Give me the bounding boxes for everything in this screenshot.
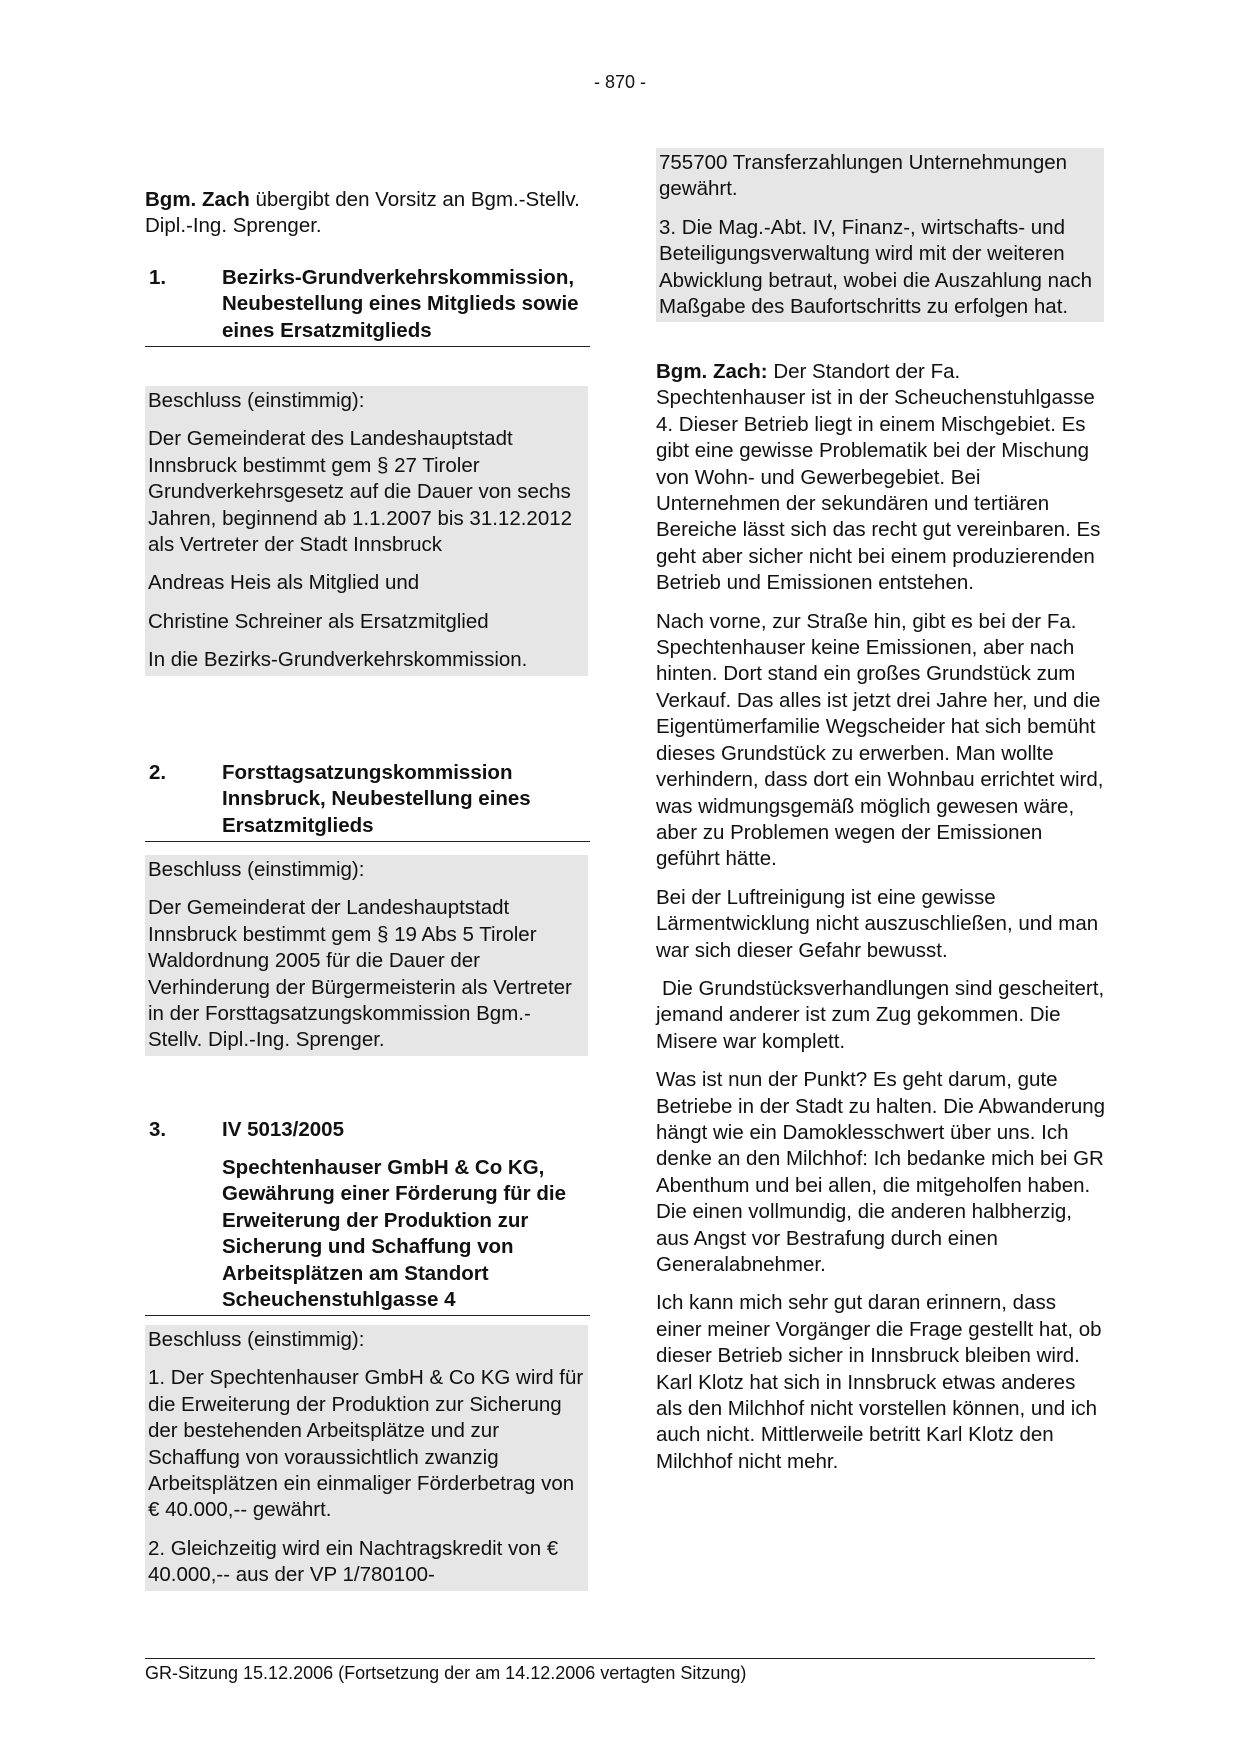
page-footer: GR-Sitzung 15.12.2006 (Fortsetzung der am 14.12.2006 vertagten Sitzung) [145,1658,1095,1684]
item3-paragraph: 1. Der Spechtenhauser GmbH & Co KG wird für die Erweiterung der Produktion zur Sicherung der bestehenden Arbeitsplätze und zur Schaffung von voraussichtlich zwanzig Arbeitsplätzen ein einmaliger Förderbetrag von € 40.000,-- gewährt. [148,1366,584,1522]
item2-resolution [145,855,588,1056]
resolution-paragraph: 755700 Transferzahlungen Unternehmungen gewährt. [659,151,1068,201]
item2-number: 2. [149,761,167,784]
item2-paragraph: Der Gemeinderat der Landeshauptstadt Innsbruck bestimmt gem § 19 Abs 5 Tiroler Waldordnung 2005 für die Dauer der Verhinderung der Bürgermeisterin als Vertreter in der Forsttagsatzungskommission Bgm.-Stellv. Dipl.-Ing. Sprenger. [148,896,572,1052]
speech-text: Der Standort der Fa. Spechtenhauser ist in der Scheuchenstuhlgasse 4. Dieser Betrieb liegt in einem Mischgebiet. Es gibt eine gewisse Problematik bei der Mischung von Wohn- und Gewerbegebiet. Bei Unternehmen der sekundären und tertiären Bereiche lässt sich das recht gut vereinbaren. Es geht aber sicher nicht bei einem produzierenden Betrieb und Emissionen entstehen. [656,360,1101,595]
speech-paragraph: Die Grundstücksverhandlungen sind gescheitert, jemand anderer ist zum Zug gekommen. Die Misere war komplett. [656,976,1105,1053]
item3-title: Spechtenhauser GmbH & Co KG, Gewährung einer Förderung für die Erweiterung der Produktion zur Sicherung und Schaffung von Arbeitsplätzen am Standort Scheuchenstuhlgasse 4 [222,1156,566,1312]
item3-code: IV 5013/2005 [222,1118,344,1141]
speech-block [656,359,1106,1475]
intro-paragraph [145,187,590,240]
item1-paragraph: Andreas Heis als Mitglied und [148,571,420,595]
intro-text: übergibt den Vorsitz an Bgm.-Stellv. Dipl.-Ing. Sprenger. [145,188,580,238]
item1-resolution [145,386,588,676]
speech-paragraph: Bei der Luftreinigung ist eine gewisse Lärmentwicklung nicht auszuschließen, und man war sich dieser Gefahr bewusst. [656,885,1099,962]
item3-heading [145,1117,590,1143]
item2-beschluss: Beschluss (einstimmig): [148,858,365,881]
item3-resolution [145,1325,588,1591]
speech-paragraph [656,359,1106,597]
page-number: - 870 - [593,72,647,92]
speech-paragraph: Ich kann mich sehr gut daran erinnern, dass einer meiner Vorgänger die Frage gestellt hat, ob dieser Betrieb sicher in Innsbruck bleiben wird. Karl Klotz hat sich in Innsbruck etwas anderes als den Milchhof nicht vorstellen können, und ich auch nicht. Mittlerweile betritt Karl Klotz den Milchhof nicht mehr. [656,1291,1102,1473]
item3-title-block [145,1155,590,1316]
item1-beschluss: Beschluss (einstimmig): [148,389,365,412]
item3-number: 3. [149,1118,167,1141]
speech-paragraph: Was ist nun der Punkt? Es geht darum, gute Betriebe in der Stadt zu halten. Die Abwanderung hängt wie ein Damoklesschwert über uns. Ich denke an den Milchhof: Ich bedanke mich bei GR Abenthum und bei allen, die mitgeholfen haben. Die einen vollmundig, die anderen halbherzig, aus Angst vor Bestrafung durch einen Generalabnehmer. [656,1068,1106,1276]
speaker-name: Bgm. Zach: [656,360,768,383]
resolution-continuation [656,148,1104,322]
item3-beschluss: Beschluss (einstimmig): [148,1328,365,1351]
item2-title: Forsttagsatzungskommission Innsbruck, Neubestellung eines Ersatzmitglieds [222,761,531,837]
item1-heading [145,265,590,347]
item3-paragraph: 2. Gleichzeitig wird ein Nachtragskredit von € 40.000,-- aus der VP 1/780100- [148,1536,559,1587]
item1-paragraph: In die Bezirks-Grundverkehrskommission. [148,648,528,672]
item1-number: 1. [149,266,167,289]
item1-paragraph: Christine Schreiner als Ersatzmitglied [148,609,489,633]
resolution-paragraph: 3. Die Mag.-Abt. IV, Finanz-, wirtschafts- und Beteiligungsverwaltung wird mit der weiteren Abwicklung betraut, wobei die Auszahlung nach Maßgabe des Baufortschritts zu erfolgen hat. [659,215,1093,319]
speech-paragraph: Nach vorne, zur Straße hin, gibt es bei der Fa. Spechtenhauser keine Emissionen, aber nach hinten. Dort stand ein großes Grundstück zum Verkauf. Das alles ist jetzt drei Jahre her, und die Eigentümerfamilie Wegscheider hat sich bemüht dieses Grundstück zu erwerben. Man wollte verhindern, dass dort ein Wohnbau errichtet wird, was widmungsgemäß möglich gewesen wäre, aber zu Problemen wegen der Emissionen geführt hätte. [656,609,1104,871]
item2-heading [145,760,590,842]
item1-title: Bezirks-Grundverkehrskommission, Neubestellung eines Mitglieds sowie eines Ersatzmitglieds [222,266,579,342]
speaker-name: Bgm. Zach [145,188,250,211]
item1-paragraph: Der Gemeinderat des Landeshauptstadt Innsbruck bestimmt gem § 27 Tiroler Grundverkehrsgesetz auf die Dauer von sechs Jahren, beginnend ab 1.1.2007 bis 31.12.2012 als Vertreter der Stadt Innsbruck [148,427,573,557]
